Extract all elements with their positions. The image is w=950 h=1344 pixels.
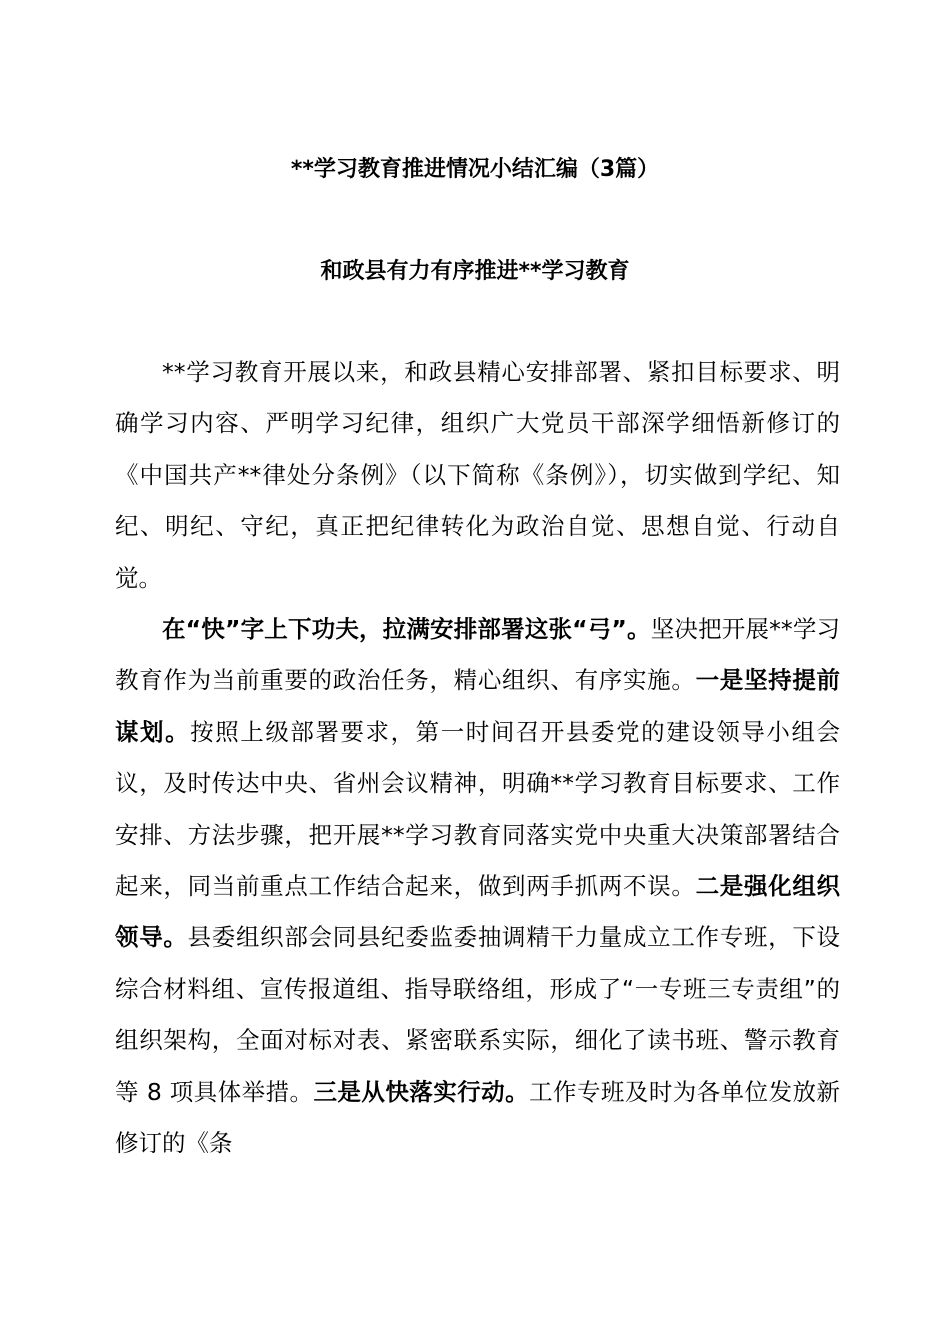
paragraph-lead: 在“快”字上下功夫，拉满安排部署这张“弓”。 — [162, 615, 651, 644]
point-one-lead: 一是坚持提前谋划。 — [115, 666, 841, 746]
paragraph-text: 坚决把开展**学习教育作为当前重要的政治任务，精心组织、有序实施。 — [115, 615, 841, 695]
section-title: 和政县有力有序推进**学习教育 — [320, 259, 630, 284]
point-three-text: 工作专班及时为各单位发放新修订的《条 — [115, 1077, 840, 1158]
document-title: **学习教育推进情况小结汇编（3篇） — [290, 157, 660, 182]
point-three-lead: 三是从快落实行动。 — [313, 1077, 530, 1106]
point-one-text: 按照上级部署要求，第一时间召开县委党的建设领导小组会议，及时传达中央、省州会议精神，明确**学习教育目标要求、工作安排、方法步骤，把开展**学习教育同落实党中央重大决策部署结合起来，同当前重点工作结合起来，做到两手抓两不误。 — [115, 717, 841, 901]
point-two-lead: 二是强化组织领导。 — [115, 872, 841, 952]
document-body — [115, 347, 840, 1170]
point-two-text: 县委组织部会同县纪委监委抽调精干力量成立工作专班，下设综合材料组、宣传报道组、指导联络组，形成了“一专班三专责组”的组织架构，全面对标对表、紧密联系实际，细化了读书班、警示教育等 8 项具体举措。 — [115, 923, 841, 1106]
paragraph-quick — [115, 604, 840, 1169]
paragraph-intro: **学习教育开展以来，和政县精心安排部署、紧扣目标要求、明确学习内容、严明学习纪律，组织广大党员干部深学细悟新修订的《中国共产**律处分条例》（以下简称《条例》），切实做到学纪、知纪、明纪、守纪，真正把纪律转化为政治自觉、思想自觉、行动自觉。 — [115, 358, 840, 592]
